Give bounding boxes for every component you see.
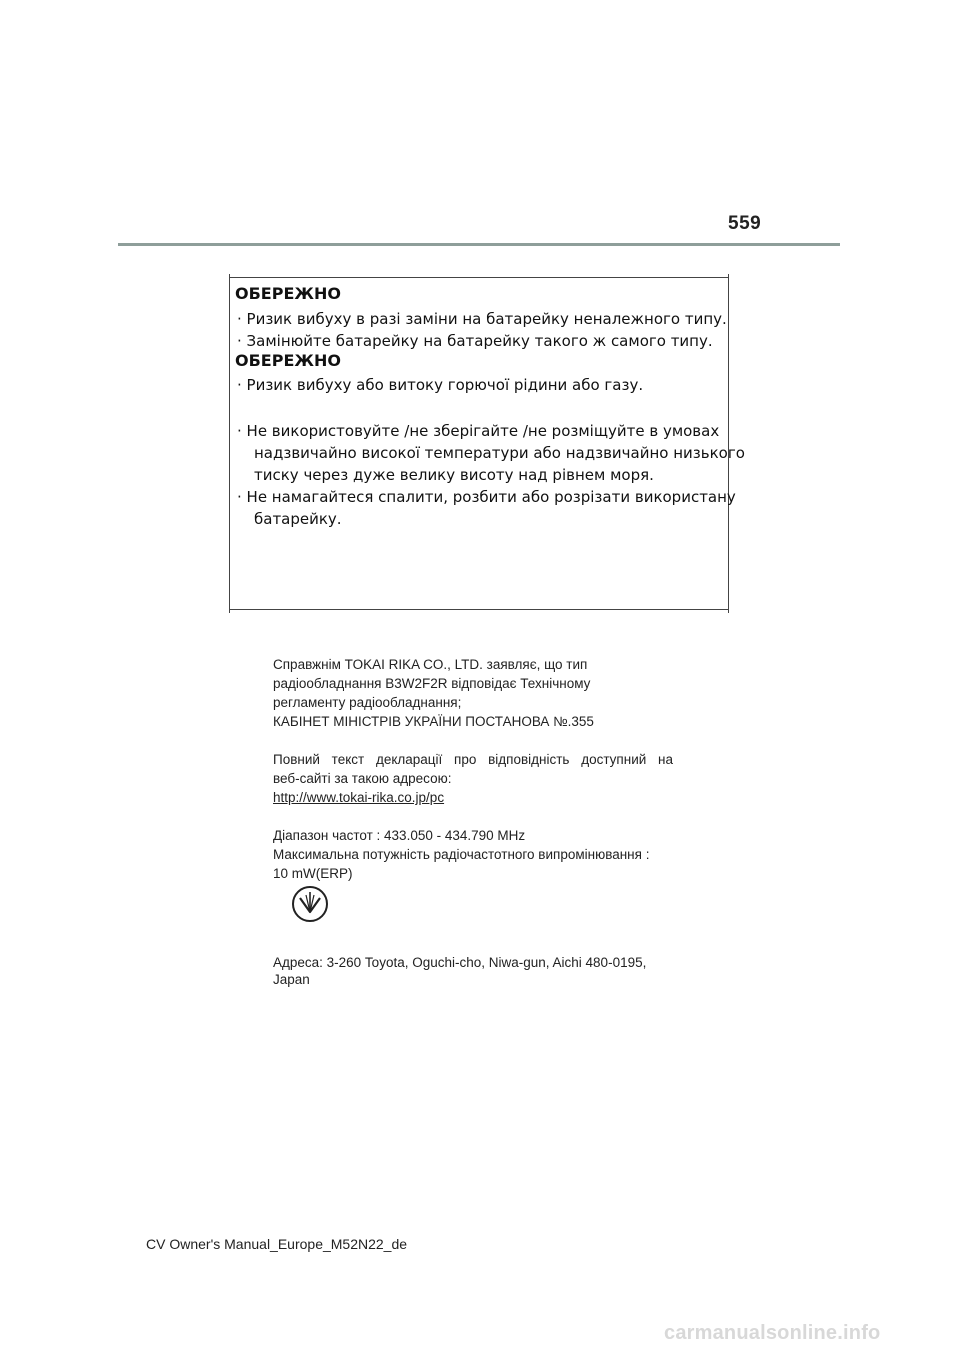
caution-item: · Ризик вибуху в разі заміни на батарейку неналежного типу. bbox=[237, 310, 727, 328]
declaration-line: Справжнім TOKAI RIKA CO., LTD. заявляє, що тип bbox=[273, 657, 588, 672]
caution-item-continuation: тиску через дуже велику висоту над рівнем моря. bbox=[254, 466, 654, 484]
declaration-line: регламенту радіообладнання; bbox=[273, 695, 462, 710]
declaration-line: КАБІНЕТ МІНІСТРІВ УКРАЇНИ ПОСТАНОВА №.355 bbox=[273, 714, 594, 729]
full-text-line: Повний текст декларації про відповідність доступний на bbox=[273, 752, 673, 767]
frequency-line: 10 mW(ERP) bbox=[273, 866, 353, 881]
caution-item: · Ризик вибуху або витоку горючої рідини або газу. bbox=[237, 376, 644, 394]
ukraine-conformity-mark-icon bbox=[290, 884, 330, 924]
caution-item: · Не використовуйте /не зберігайте /не розміщуйте в умовах bbox=[237, 422, 720, 440]
address-line: Japan bbox=[273, 972, 310, 987]
header-divider bbox=[118, 243, 840, 246]
page-number: 559 bbox=[728, 213, 762, 234]
caution-heading: ОБЕРЕЖНО bbox=[235, 351, 341, 370]
caution-heading: ОБЕРЕЖНО bbox=[235, 284, 341, 303]
full-text-line: веб-сайті за такою адресою: bbox=[273, 771, 452, 786]
declaration-link[interactable]: http://www.tokai-rika.co.jp/pc bbox=[273, 790, 445, 805]
caution-item-continuation: батарейку. bbox=[254, 510, 342, 528]
address-line: Адреса: 3-260 Toyota, Oguchi-cho, Niwa-gun, Aichi 480-0195, bbox=[273, 955, 647, 970]
frequency-line: Максимальна потужність радіочастотного випромінювання : bbox=[273, 847, 650, 862]
frequency-line: Діапазон частот : 433.050 - 434.790 MHz bbox=[273, 828, 526, 843]
caution-item: · Не намагайтеся спалити, розбити або розрізати використану bbox=[237, 488, 736, 506]
footer-manual-id: CV Owner's Manual_Europe_M52N22_de bbox=[146, 1236, 408, 1252]
caution-item: · Замінюйте батарейку на батарейку такого ж самого типу. bbox=[237, 332, 713, 350]
watermark: carmanualsonline.info bbox=[664, 1322, 881, 1344]
declaration-line: радіообладнання B3W2F2R відповідає Технічному bbox=[273, 676, 591, 691]
caution-item-continuation: надзвичайно високої температури або надзвичайно низького bbox=[254, 444, 745, 462]
